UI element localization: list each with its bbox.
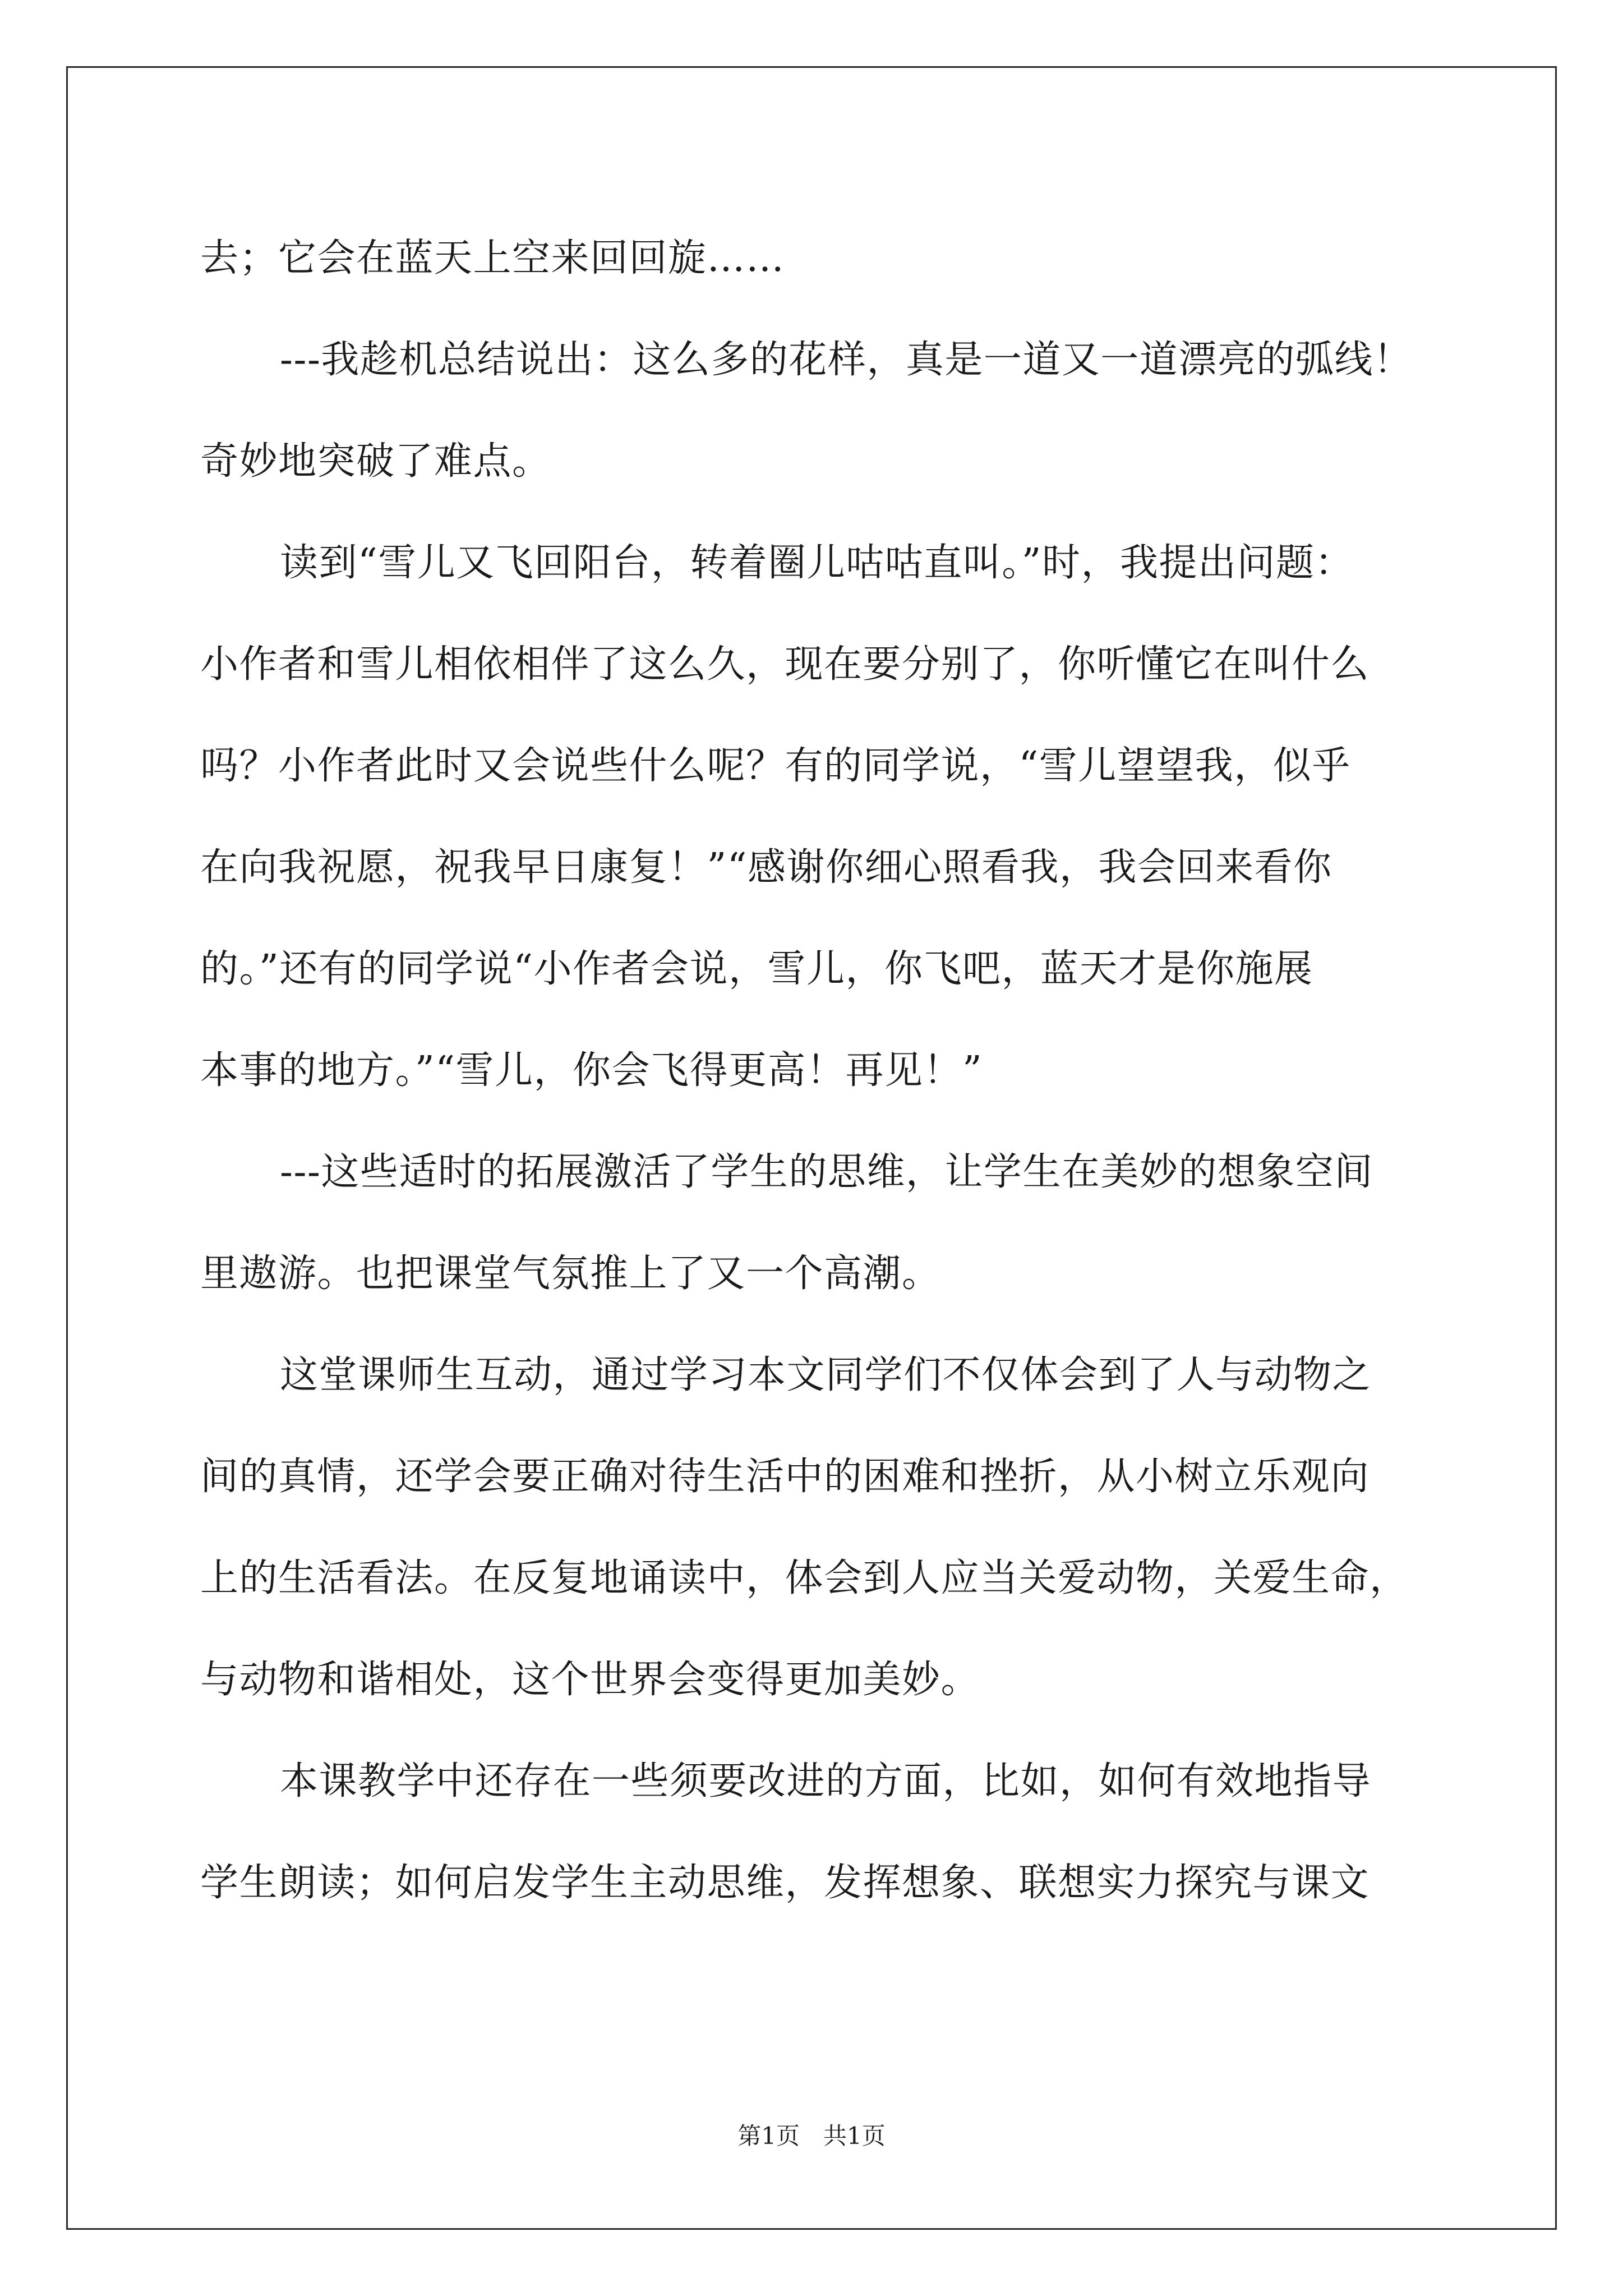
text-line: ---我趁机总结说出：这么多的花样，真是一道又一道漂亮的弧线！: [280, 338, 1413, 382]
text-line: 本事的地方。”“雪儿，你会飞得更高！再见！”: [200, 1048, 983, 1093]
document-body: [200, 208, 1434, 1934]
text-line: 学生朗读；如何启发学生主动思维，发挥想象、联想实力探究与课文: [200, 1861, 1370, 1905]
text-line: 吗？小作者此时又会说些什么呢？有的同学说，“雪儿望望我，似乎: [200, 744, 1351, 788]
text-line: 这堂课师生互动，通过学习本文同学们不仅体会到了人与动物之: [280, 1353, 1372, 1397]
text-line: 与动物和谐相处，这个世界会变得更加美妙。: [200, 1658, 980, 1702]
page-footer: 第1页 共1页: [737, 2122, 886, 2150]
text-line: 间的真情，还学会要正确对待生活中的困难和挫折，从小树立乐观向: [200, 1455, 1370, 1499]
text-line: 去；它会在蓝天上空来回回旋……: [200, 236, 785, 280]
text-line: 奇妙地突破了难点。: [200, 439, 551, 484]
text-line: ---这些适时的拓展激活了学生的思维，让学生在美妙的想象空间: [280, 1150, 1373, 1194]
text-line: 里遨游。也把课堂气氛推上了又一个高潮。: [200, 1251, 941, 1296]
text-line: 读到“雪儿又飞回阳台，转着圈儿咕咕直叫。”时，我提出问题：: [280, 541, 1354, 585]
text-line: 在向我祝愿，祝我早日康复！”“感谢你细心照看我，我会回来看你: [200, 845, 1332, 890]
text-line: 的。”还有的同学说“小作者会说，雪儿，你飞吧，蓝天才是你施展: [200, 947, 1313, 991]
text-line: 小作者和雪儿相依相伴了这么久，现在要分别了，你听懂它在叫什么: [200, 642, 1370, 687]
text-line: 上的生活看法。在反复地诵读中，体会到人应当关爱动物，关爱生命，: [200, 1556, 1409, 1600]
text-line: 本课教学中还存在一些须要改进的方面，比如，如何有效地指导: [280, 1759, 1372, 1803]
